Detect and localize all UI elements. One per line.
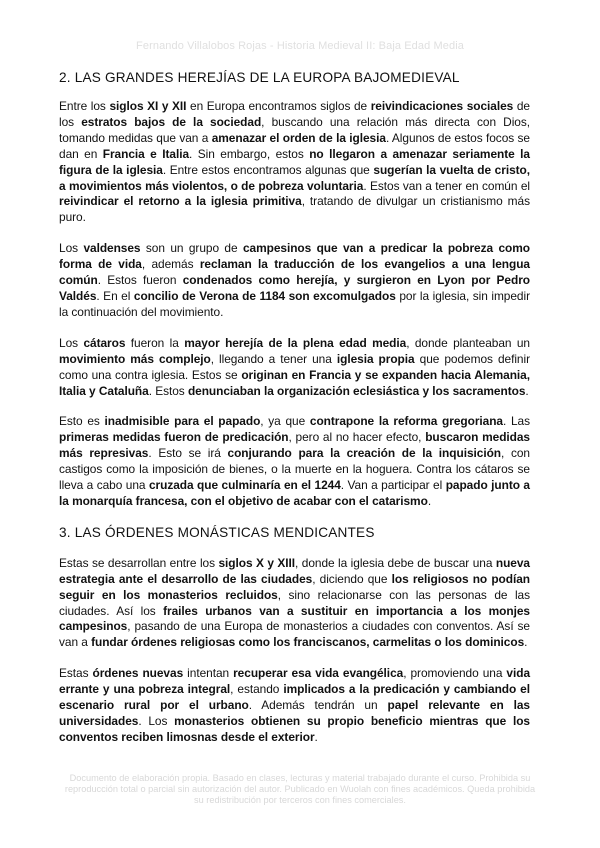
text-run: , donde la iglesia debe de buscar una bbox=[295, 555, 496, 570]
bold-phrase: reivindicar el retorno a la iglesia primitiva bbox=[59, 194, 302, 209]
text-run: de los bbox=[59, 99, 530, 129]
bold-phrase: movimiento más complejo bbox=[59, 351, 211, 366]
text-run: , diciendo que bbox=[312, 571, 392, 586]
text-run: que podemos definir como una contra iglesia. Estos se bbox=[59, 351, 530, 382]
paragraph-valdenses bbox=[59, 241, 530, 321]
bold-phrase: estratos bajos de la sociedad bbox=[81, 114, 262, 129]
bold-phrase: contrapone la reforma gregoriana bbox=[309, 414, 503, 429]
bold-phrase: papado junto a la monarquía francesa, con el objetivo de acabar con el catarismo bbox=[59, 478, 530, 508]
section-3-title: 3. LAS ÓRDENES MONÁSTICAS MENDICANTES bbox=[59, 524, 375, 540]
text-run: . Esto se irá bbox=[148, 446, 228, 461]
text-run: Estas bbox=[59, 666, 93, 681]
bold-phrase: frailes urbanos van a sustituir en importancia a los monjes campesinos bbox=[59, 603, 530, 634]
bold-phrase: amenazar el orden de la iglesia bbox=[211, 130, 386, 145]
text-run: Entre los bbox=[59, 99, 110, 113]
bold-phrase: iglesia propia bbox=[336, 351, 415, 366]
text-run: , además bbox=[141, 257, 200, 272]
page-header: Fernando Villalobos Rojas - Historia Medieval II: Baja Edad Media bbox=[136, 40, 464, 52]
text-run: . Estos bbox=[148, 383, 188, 398]
text-run: Los bbox=[59, 241, 84, 256]
bold-phrase: recuperar esa vida evangélica bbox=[233, 666, 404, 681]
bold-phrase: sugerían la vuelta de cristo, a movimientos más violentos, o de pobreza voluntaria bbox=[59, 162, 531, 193]
text-run: . Las bbox=[503, 414, 531, 429]
text-run: . bbox=[525, 383, 529, 398]
bold-phrase: mayor herejía de la plena edad media bbox=[184, 335, 407, 350]
text-run: , ya que bbox=[260, 414, 310, 429]
text-run: fueron la bbox=[125, 335, 185, 350]
bold-phrase: concilio de Verona de 1184 son excomulgados bbox=[133, 288, 396, 303]
text-run: . En el bbox=[96, 288, 134, 303]
text-run: , donde planteaban un bbox=[406, 335, 530, 350]
bold-phrase: siglos X y XIII bbox=[218, 555, 296, 570]
text-run: en Europa encontramos siglos de bbox=[186, 99, 371, 113]
text-run: Los bbox=[59, 335, 84, 350]
bold-phrase: siglos XI y XII bbox=[109, 99, 187, 113]
text-run: , promoviendo una bbox=[403, 666, 507, 681]
paragraph-new-orders bbox=[59, 666, 530, 746]
bold-phrase: campesinos que van a predicar la pobreza como forma de vida bbox=[59, 241, 530, 272]
bold-phrase: vida errante y una pobreza integral bbox=[59, 666, 531, 697]
text-run: , buscando una relación más directa con Dios, tomando medidas que van a bbox=[59, 114, 531, 145]
bold-phrase: fundar órdenes religiosas como los franciscanos, carmelitas o los dominicos bbox=[91, 635, 525, 650]
bold-phrase: cruzada que culminaría en el 1244 bbox=[148, 478, 341, 493]
text-run: , sino relacionarse con las personas de las ciudades. Así los bbox=[59, 587, 530, 618]
document-body bbox=[59, 70, 530, 761]
text-run: Estas se desarrollan entre los bbox=[59, 555, 219, 570]
text-run: intentan bbox=[183, 666, 234, 681]
bold-phrase: monasterios obtienen su propio beneficio mientras que los conventos reciben limosnas desde el exterior bbox=[59, 714, 530, 744]
text-run: , estando bbox=[230, 682, 284, 697]
bold-phrase: implicados a la predicación y cambiando el escenario rural por el urbano bbox=[59, 682, 530, 713]
bold-phrase: los religiosos no podían seguir en los monasterios recluidos bbox=[59, 571, 530, 602]
bold-phrase: denunciaban la organización eclesiástica y los sacramentos bbox=[187, 383, 526, 398]
text-run: . Los bbox=[138, 714, 175, 728]
text-run: . Entre estos encontramos algunas que bbox=[162, 162, 374, 177]
bold-phrase: reivindicaciones sociales bbox=[370, 99, 514, 113]
text-run: son un grupo de bbox=[140, 241, 243, 256]
bold-phrase: valdenses bbox=[83, 241, 141, 256]
text-run: , pasando de una Europa de monasterios a ciudades con conventos. Así se van a bbox=[59, 619, 530, 650]
footer-watermark: Documento de elaboración propia. Basado en clases, lecturas y material trabajado durante el curso. Prohibida su reproducción total o parcial sin autorización del autor. Publicado en Wuolah con fines académicos. Queda prohibida su redistribución por terceros con fines comerciales. bbox=[64, 773, 536, 805]
bold-phrase: condenados como herejía, y surgieron en Lyon por Pedro Valdés bbox=[59, 273, 530, 303]
bold-phrase: primeras medidas fueron de predicación bbox=[59, 430, 289, 445]
bold-phrase: no llegaron a amenazar seriamente la figura de la iglesia bbox=[59, 146, 530, 177]
text-run: , pero al no hacer efecto, bbox=[288, 430, 426, 445]
text-run: . bbox=[427, 493, 432, 508]
text-run: . bbox=[314, 729, 318, 744]
text-run: . Estos van a tener en común el bbox=[363, 178, 530, 193]
bold-phrase: nueva estrategia ante el desarrollo de las ciudades bbox=[59, 555, 530, 586]
paragraph-cataros bbox=[59, 336, 530, 400]
bold-phrase: conjurando para la creación de la inquisición bbox=[227, 446, 502, 461]
bold-phrase: órdenes nuevas bbox=[92, 666, 184, 681]
bold-phrase: cátaros bbox=[83, 335, 126, 350]
text-run: , con castigos como la imposición de bienes, o la muerte en la hoguera. Contra los cátaros se lleva a cabo una bbox=[59, 446, 530, 493]
bold-phrase: buscaron medidas más represivas bbox=[59, 430, 530, 461]
bold-phrase: inadmisible para el papado bbox=[104, 414, 261, 429]
text-run: . Además tendrán un bbox=[248, 698, 388, 713]
bold-phrase: originan en Francia y se expanden hacia Alemania, Italia y Cataluña bbox=[59, 367, 530, 398]
text-run: , llegando a tener una bbox=[210, 351, 337, 366]
text-run: . bbox=[524, 635, 528, 650]
text-run: . Sin embargo, estos bbox=[189, 146, 310, 161]
text-run: , tratando de divulgar un cristianismo más puro. bbox=[59, 194, 530, 225]
text-run: por la iglesia, sin impedir la continuación del movimiento. bbox=[59, 288, 530, 319]
text-run: . Algunos de estos focos se dan en bbox=[59, 130, 530, 161]
bold-phrase: reclaman la traducción de los evangelios a una lengua común bbox=[59, 257, 530, 288]
text-run: . Estos fueron bbox=[97, 273, 183, 288]
text-run: . Van a participar el bbox=[340, 478, 446, 493]
paragraph-papado-response bbox=[59, 414, 530, 509]
text-run: Esto es bbox=[59, 414, 105, 429]
bold-phrase: Francia e Italia bbox=[102, 146, 190, 161]
paragraph-heresies-intro bbox=[59, 99, 530, 226]
bold-phrase: papel relevante en las universidades bbox=[59, 698, 530, 728]
section-2-title: 2. LAS GRANDES HEREJÍAS DE LA EUROPA BAJOMEDIEVAL bbox=[59, 70, 460, 85]
paragraph-mendicant-orders bbox=[59, 556, 530, 651]
